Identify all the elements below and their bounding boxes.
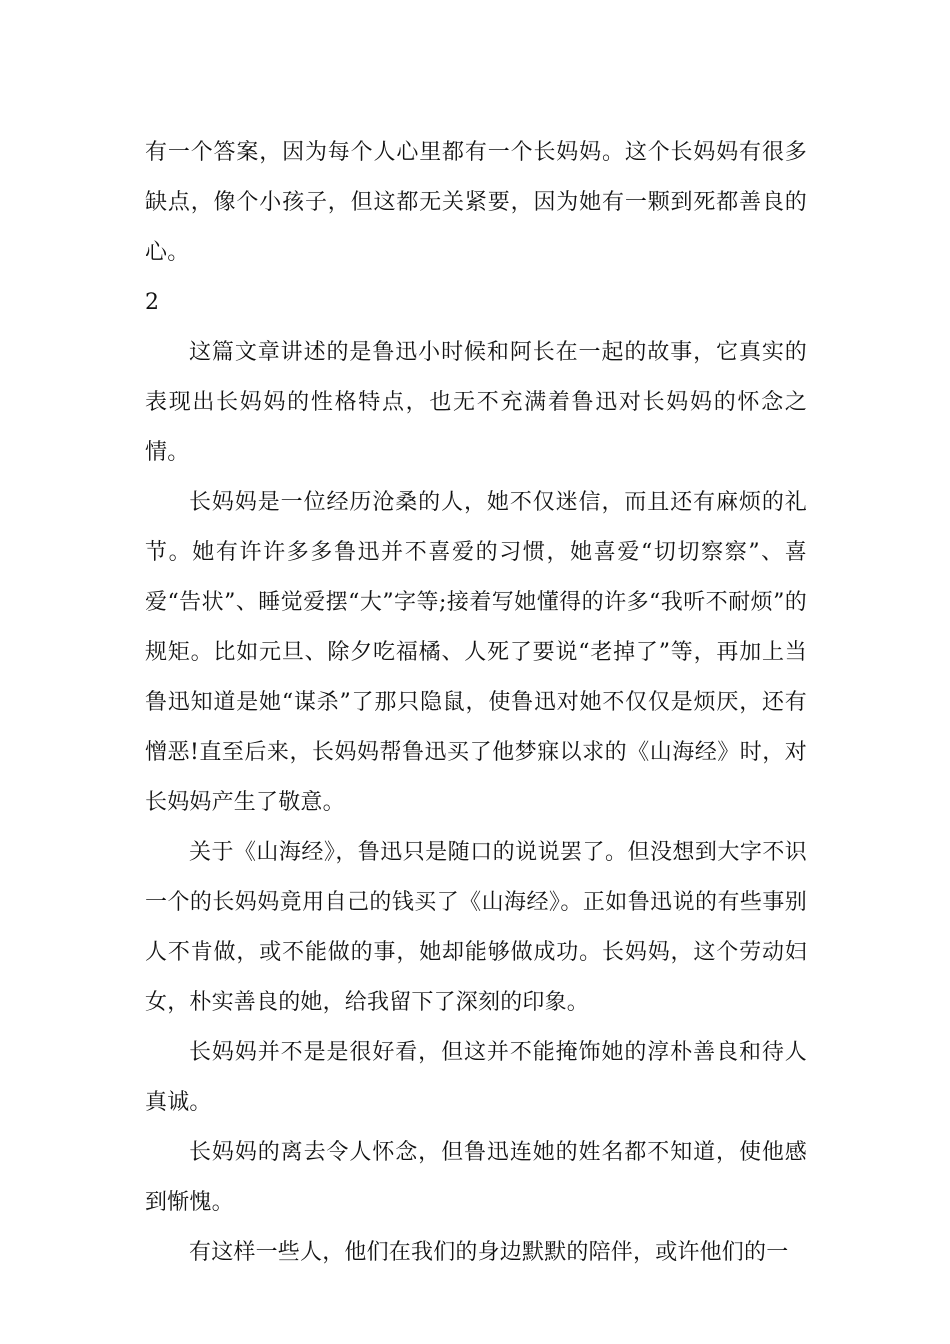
paragraph: 长妈妈的离去令人怀念，但鲁迅连她的姓名都不知道，使他感到惭愧。 — [145, 1140, 807, 1215]
paragraph: 有这样一些人，他们在我们的身边默默的陪伴，或许他们的一 — [189, 1240, 789, 1265]
section-number: 2 — [145, 290, 160, 315]
paragraph: 这篇文章讲述的是鲁迅小时候和阿长在一起的故事，它真实的表现出长妈妈的性格特点，也无不充满着鲁迅对长妈妈的怀念之情。 — [145, 340, 807, 465]
paragraph: 长妈妈并不是是很好看，但这并不能掩饰她的淳朴善良和待人真诚。 — [145, 1040, 807, 1115]
paragraph-continued: 有一个答案，因为每个人心里都有一个长妈妈。这个长妈妈有很多缺点，像个小孩子，但这都无关紧要，因为她有一颗到死都善良的心。 — [145, 140, 807, 265]
paragraph: 关于《山海经》，鲁迅只是随口的说说罢了。但没想到大字不识一个的长妈妈竟用自己的钱买了《山海经》。正如鲁迅说的有些事别人不肯做，或不能做的事，她却能够做成功。长妈妈，这个劳动妇女，朴实善良的她，给我留下了深刻的印象。 — [145, 840, 807, 1015]
paragraph: 长妈妈是一位经历沧桑的人，她不仅迷信，而且还有麻烦的礼节。她有许许多多鲁迅并不喜爱的习惯，她喜爱“切切察察”、喜爱“告状”、睡觉爱摆“大”字等;接着写她懂得的许多“我听不耐烦”的规矩。比如元旦、除夕吃福橘、人死了要说“老掉了”等，再加上当鲁迅知道是她“谋杀”了那只隐鼠，使鲁迅对她不仅仅是烦厌，还有憎恶!直至后来，长妈妈帮鲁迅买了他梦寐以求的《山海经》时，对长妈妈产生了敬意。 — [145, 490, 807, 815]
body-text — [145, 128, 807, 1278]
